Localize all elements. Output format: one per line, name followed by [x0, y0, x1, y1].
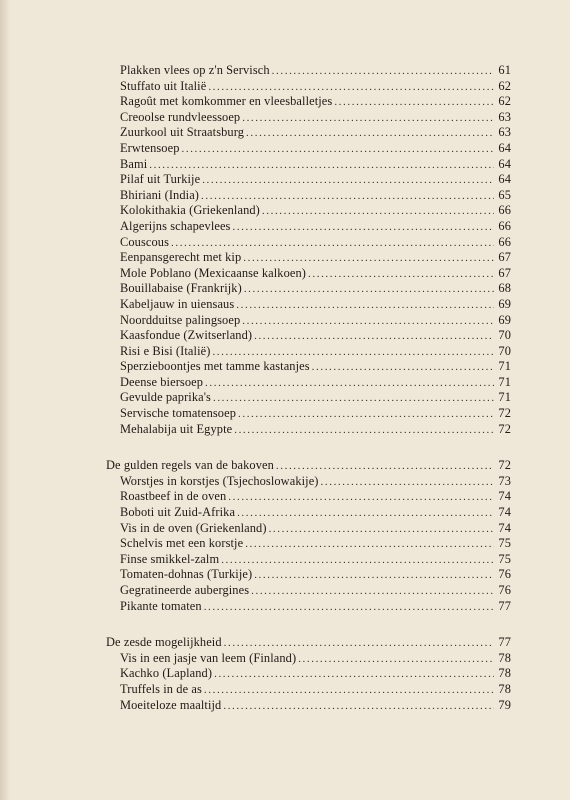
page-number: 63 — [498, 109, 511, 124]
page-number: 72 — [498, 421, 511, 436]
page-number: 74 — [498, 505, 511, 520]
page-number: 78 — [498, 650, 511, 665]
entry-title: Stuffato uit Italië — [120, 78, 207, 93]
toc-entry — [106, 536, 511, 552]
page-number: 65 — [498, 187, 511, 202]
dot-leader — [221, 553, 494, 569]
entry-title: Truffels in de as — [120, 681, 202, 696]
page-number: 69 — [498, 296, 511, 311]
entry-title: De gulden regels van de bakoven — [106, 458, 274, 473]
page-number: 67 — [498, 265, 511, 280]
toc-section — [106, 458, 511, 614]
toc-entry — [106, 390, 511, 406]
toc-entry — [106, 375, 511, 391]
toc-entry — [106, 521, 511, 537]
entry-title: Risi e Bisi (Italië) — [120, 343, 211, 358]
dot-leader — [242, 314, 494, 330]
dot-leader — [308, 267, 494, 283]
toc-chapter-heading — [106, 458, 511, 474]
dot-leader — [237, 506, 494, 522]
page-number: 71 — [498, 359, 511, 374]
toc-entry — [106, 157, 511, 173]
toc-entry — [106, 698, 511, 714]
entry-title: Ragoût met komkommer en vleesballetjes — [120, 94, 333, 109]
dot-leader — [224, 636, 494, 652]
dot-leader — [312, 360, 494, 376]
toc-chapter-heading — [106, 635, 511, 651]
dot-leader — [244, 282, 494, 298]
dot-leader — [254, 329, 494, 345]
toc-entry — [106, 505, 511, 521]
dot-leader — [213, 391, 494, 407]
page-number: 74 — [498, 520, 511, 535]
dot-leader — [228, 490, 494, 506]
toc-entry — [106, 406, 511, 422]
page-number: 62 — [498, 78, 511, 93]
page-number: 70 — [498, 328, 511, 343]
page-number: 64 — [498, 172, 511, 187]
entry-title: Kabeljauw in uiensaus — [120, 296, 235, 311]
toc-entry — [106, 79, 511, 95]
toc-entry — [106, 125, 511, 141]
entry-title: Vis in de oven (Griekenland) — [120, 520, 267, 535]
entry-title: Deense biersoep — [120, 374, 204, 389]
page-number: 71 — [498, 390, 511, 405]
entry-title: Kolokithakia (Griekenland) — [120, 203, 260, 218]
entry-title: Gevulde paprika's — [120, 390, 211, 405]
entry-title: Algerijns schapevlees — [120, 218, 231, 233]
dot-leader — [251, 584, 494, 600]
dot-leader — [321, 475, 494, 491]
page-number: 77 — [498, 635, 511, 650]
page-number: 79 — [498, 697, 511, 712]
toc-entry — [106, 313, 511, 329]
page-number: 72 — [498, 458, 511, 473]
page-number: 71 — [498, 374, 511, 389]
dot-leader — [232, 220, 494, 236]
dot-leader — [245, 537, 494, 553]
page-number: 75 — [498, 536, 511, 551]
dot-leader — [272, 64, 494, 80]
entry-title: Bhiriani (India) — [120, 187, 200, 202]
toc-entry — [106, 359, 511, 375]
toc-entry — [106, 422, 511, 438]
toc-entry — [106, 552, 511, 568]
toc-section — [106, 635, 511, 713]
toc-entry — [106, 172, 511, 188]
entry-title: Roastbeef in de oven — [120, 489, 227, 504]
page-number: 64 — [498, 156, 511, 171]
entry-title: Schelvis met een korstje — [120, 536, 244, 551]
dot-leader — [171, 236, 494, 252]
dot-leader — [212, 345, 494, 361]
dot-leader — [269, 522, 494, 538]
dot-leader — [238, 407, 494, 423]
entry-title: Vis in een jasje van leem (Finland) — [120, 650, 297, 665]
toc-entry — [106, 583, 511, 599]
entry-title: Pikante tomaten — [120, 598, 202, 613]
page-number: 78 — [498, 681, 511, 696]
dot-leader — [236, 298, 494, 314]
dot-leader — [298, 652, 494, 668]
toc-entry — [106, 250, 511, 266]
toc-entry — [106, 141, 511, 157]
page-number: 62 — [498, 94, 511, 109]
toc-entry — [106, 651, 511, 667]
dot-leader — [214, 667, 494, 683]
toc-entry — [106, 567, 511, 583]
page-number: 67 — [498, 250, 511, 265]
page-number: 69 — [498, 312, 511, 327]
toc-entry — [106, 297, 511, 313]
dot-leader — [262, 204, 494, 220]
entry-title: De zesde mogelijkheid — [106, 635, 222, 650]
toc-entry — [106, 474, 511, 490]
toc-entry — [106, 682, 511, 698]
entry-title: Erwtensoep — [120, 140, 180, 155]
entry-title: Finse smikkel-zalm — [120, 551, 220, 566]
page-number: 74 — [498, 489, 511, 504]
toc-entry — [106, 188, 511, 204]
page-number: 66 — [498, 218, 511, 233]
toc-entry — [106, 110, 511, 126]
dot-leader — [182, 142, 495, 158]
toc-entry — [106, 266, 511, 282]
entry-title: Sperzieboontjes met tamme kastanjes — [120, 359, 310, 374]
toc-entry — [106, 235, 511, 251]
toc-entry — [106, 203, 511, 219]
dot-leader — [254, 568, 494, 584]
toc-entry — [106, 489, 511, 505]
entry-title: Couscous — [120, 234, 169, 249]
entry-title: Servische tomatensoep — [120, 406, 236, 421]
dot-leader — [243, 251, 494, 267]
entry-title: Kachko (Lapland) — [120, 666, 213, 681]
page-number: 61 — [498, 63, 511, 77]
dot-leader — [204, 683, 494, 699]
dot-leader — [246, 126, 494, 142]
dot-leader — [208, 80, 494, 96]
page-number: 72 — [498, 406, 511, 421]
dot-leader — [276, 459, 494, 475]
entry-title: Pilaf uit Turkije — [120, 172, 201, 187]
entry-title: Boboti uit Zuid-Afrika — [120, 505, 236, 520]
entry-title: Zuurkool uit Straatsburg — [120, 125, 245, 140]
entry-title: Eenpansgerecht met kip — [120, 250, 242, 265]
dot-leader — [242, 111, 494, 127]
entry-title: Kaasfondue (Zwitserland) — [120, 328, 253, 343]
toc-entry — [106, 344, 511, 360]
toc-entry — [106, 666, 511, 682]
page-number: 77 — [498, 598, 511, 613]
toc-entry — [106, 94, 511, 110]
dot-leader — [201, 189, 494, 205]
toc-entry — [106, 328, 511, 344]
entry-title: Mole Poblano (Mexicaanse kalkoen) — [120, 265, 307, 280]
entry-title: Mehalabija uit Egypte — [120, 421, 233, 436]
page-number: 75 — [498, 551, 511, 566]
dot-leader — [234, 423, 494, 439]
toc-entry — [106, 599, 511, 615]
page-number: 66 — [498, 234, 511, 249]
toc-section — [106, 63, 511, 437]
entry-title: Bouillabaise (Frankrijk) — [120, 281, 242, 296]
dot-leader — [204, 600, 494, 616]
entry-title: Bami — [120, 156, 148, 171]
page-number: 64 — [498, 140, 511, 155]
page-number: 76 — [498, 567, 511, 582]
entry-title: Gegratineerde aubergines — [120, 583, 250, 597]
dot-leader — [334, 95, 494, 111]
page-number: 78 — [498, 666, 511, 681]
dot-leader — [202, 173, 494, 189]
toc-entry — [106, 219, 511, 235]
page-number: 63 — [498, 125, 511, 140]
entry-title: Creoolse rundvleessoep — [120, 109, 241, 124]
toc-entry — [106, 63, 511, 79]
dot-leader — [205, 376, 494, 392]
dot-leader — [149, 158, 494, 174]
entry-title: Moeiteloze maaltijd — [120, 697, 222, 712]
page-number: 66 — [498, 203, 511, 218]
entry-title: Plakken vlees op z'n Servisch — [120, 63, 270, 77]
entry-title: Worstjes in korstjes (Tsjechoslowakije) — [120, 473, 319, 488]
page-number: 70 — [498, 343, 511, 358]
page-number: 73 — [498, 473, 511, 488]
dot-leader — [223, 699, 494, 715]
page-number: 76 — [498, 583, 511, 597]
toc-entry — [106, 281, 511, 297]
page-number: 68 — [498, 281, 511, 296]
table-of-contents — [106, 63, 511, 713]
entry-title: Noordduitse palingsoep — [120, 312, 241, 327]
entry-title: Tomaten-dohnas (Turkije) — [120, 567, 253, 582]
